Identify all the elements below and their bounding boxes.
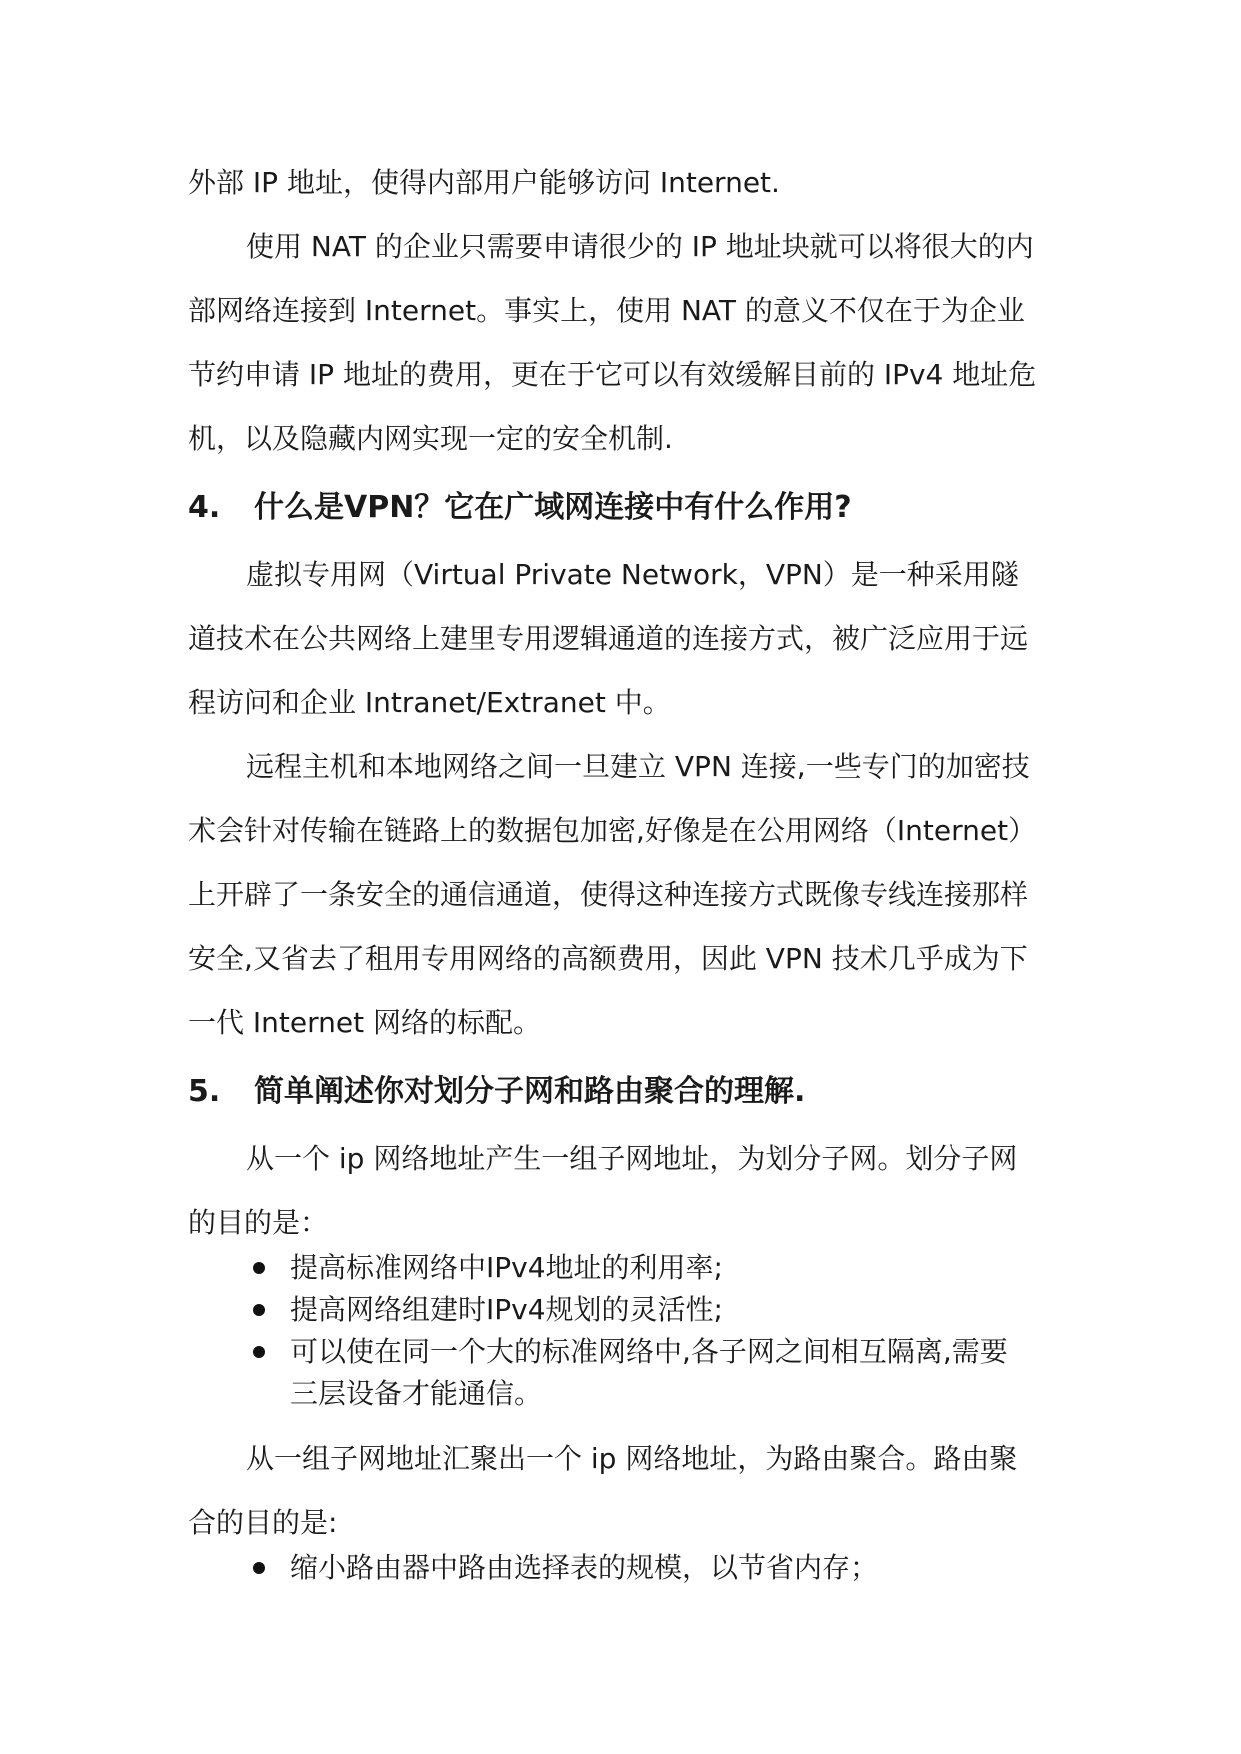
paragraph-line: 程访问和企业 Intranet/Extranet 中。 [188,686,671,719]
paragraph-line: 道技术在公共网络上建里专用逻辑通道的连接方式，被广泛应用于远 [188,622,1029,655]
section-number: 5. [188,1074,221,1109]
list-item: 提高网络组建时IPv4规划的灵活性; [290,1293,723,1326]
section-title: 简单阐述你对划分子网和路由聚合的理解. [254,1074,806,1109]
bullet-icon [253,1562,265,1574]
list-item: 缩小路由器中路由选择表的规模，以节省内存； [290,1551,879,1584]
list-item-continuation: 三层设备才能通信。 [290,1377,543,1410]
paragraph-line: 外部 IP 地址，使得内部用户能够访问 Internet. [188,166,780,199]
list-item: 提高标准网络中IPv4地址的利用率; [290,1251,723,1284]
paragraph-line: 节约申请 IP 地址的费用，更在于它可以有效缓解目前的 IPv4 地址危 [188,358,1037,391]
section-number: 4. [188,490,221,525]
paragraph-line: 从一个 ip 网络地址产生一组子网地址，为划分子网。划分子网 [246,1142,1018,1175]
paragraph-line: 一代 Internet 网络的标配。 [188,1006,541,1039]
section-title: 什么是VPN？它在广域网连接中有什么作用? [254,490,852,525]
paragraph-line: 部网络连接到 Internet。事实上，使用 NAT 的意义不仅在于为企业 [188,294,1025,327]
bullet-icon [253,1346,265,1358]
paragraph-line: 虚拟专用网（Virtual Private Network，VPN）是一种采用隧 [246,558,1019,591]
paragraph-line: 机，以及隐藏内网实现一定的安全机制. [188,422,673,455]
paragraph-line: 合的目的是: [188,1506,338,1539]
list-item: 可以使在同一个大的标准网络中,各子网之间相互隔离,需要 [290,1335,1008,1368]
paragraph-line: 的目的是： [188,1206,329,1239]
paragraph-line: 从一组子网地址汇聚出一个 ip 网络地址，为路由聚合。路由聚 [246,1442,1018,1475]
section-heading [188,488,852,528]
paragraph-line: 远程主机和本地网络之间一旦建立 VPN 连接,一些专门的加密技 [246,750,1030,783]
section-heading [188,1072,805,1112]
bullet-icon [253,1262,265,1274]
paragraph-line: 使用 NAT 的企业只需要申请很少的 IP 地址块就可以将很大的内 [246,230,1034,263]
paragraph-line: 上开辟了一条安全的通信通道，使得这种连接方式既像专线连接那样 [188,878,1029,911]
paragraph-line: 安全,又省去了租用专用网络的高额费用，因此 VPN 技术几乎成为下 [188,942,1028,975]
bullet-icon [253,1304,265,1316]
paragraph-line: 术会针对传输在链路上的数据包加密,好像是在公用网络（Internet） [188,814,1037,847]
